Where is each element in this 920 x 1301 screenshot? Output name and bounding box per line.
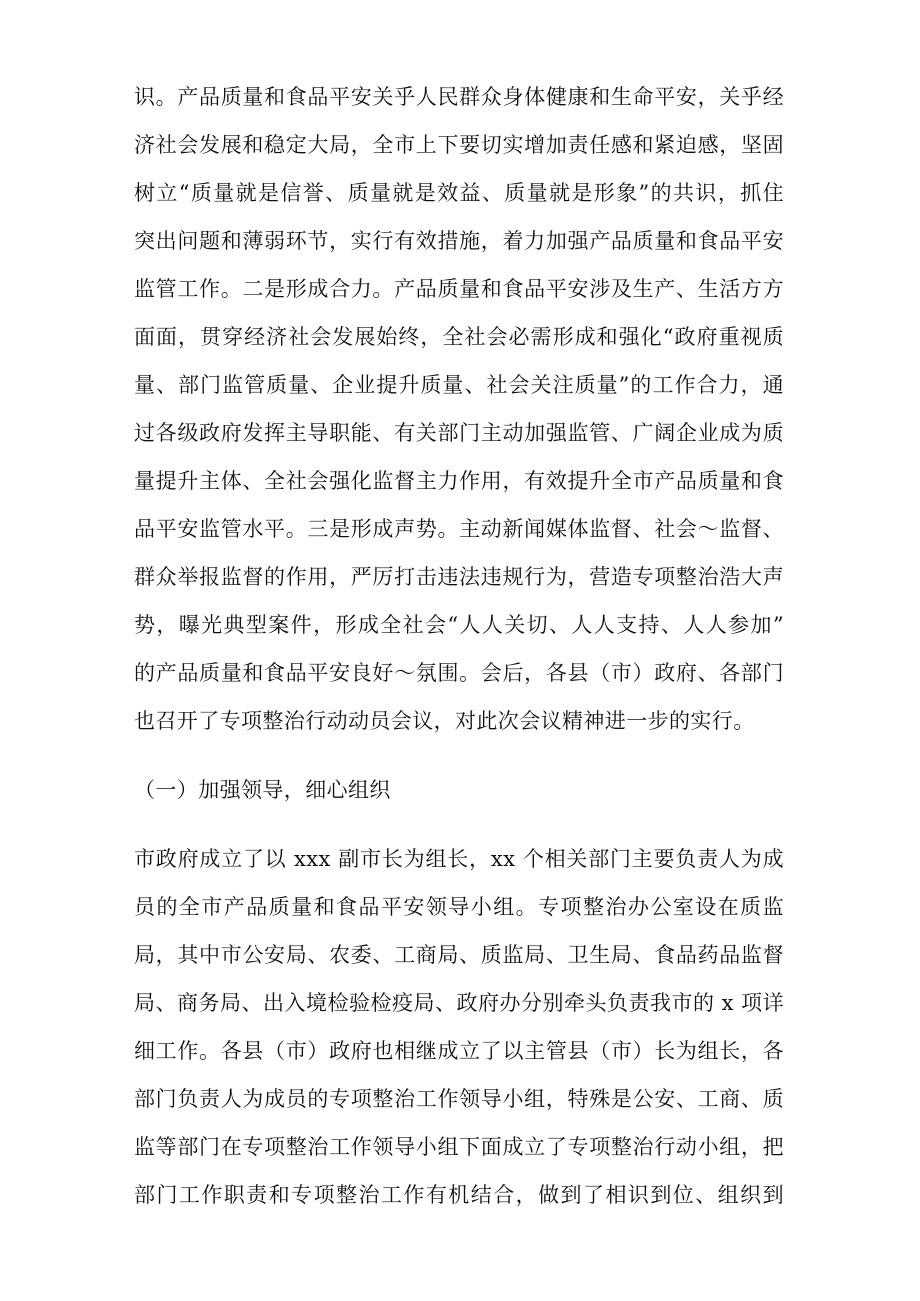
text-line: 群众举报监督的作用，严厉打击违法违规行为，营造专项整治浩大声 xyxy=(134,565,784,589)
text-line: 过各级政府发挥主导职能、有关部门主动加强监管、广阔企业成为质 xyxy=(134,421,784,445)
text-line: 部门工作职责和专项整治工作有机结合，做到了相识到位、组织到 xyxy=(134,1183,784,1207)
text-line: 的产品质量和食品平安良好～氛围。会后，各县（市）政府、各部门 xyxy=(134,661,784,685)
text-line: 细工作。各县（市）政府也相继成立了以主管县（市）长为组长，各 xyxy=(134,1039,784,1063)
text-line: 市政府成立了以 xxx 副市长为组长，xx 个相关部门主要负责人为成 xyxy=(134,847,784,871)
text-line: 监等部门在专项整治工作领导小组下面成立了专项整治行动小组，把 xyxy=(134,1135,784,1159)
text-line: 面面，贯穿经济社会发展始终，全社会必需形成和强化“政府重视质 xyxy=(134,325,784,349)
text-line: 局、商务局、出入境检验检疫局、政府办分别牵头负责我市的 x 项详 xyxy=(134,991,784,1015)
text-line: 也召开了专项整治行动动员会议，对此次会议精神进一步的实行。 xyxy=(134,709,755,733)
text-line: 突出问题和薄弱环节，实行有效措施，着力加强产品质量和食品平安 xyxy=(134,229,784,253)
text-line: 量提升主体、全社会强化监督主力作用，有效提升全市产品质量和食 xyxy=(134,469,784,493)
text-line: 品平安监管水平。三是形成声势。主动新闻媒体监督、社会～监督、 xyxy=(134,517,784,541)
text-line: 树立“质量就是信誉、质量就是效益、质量就是形象”的共识，抓住 xyxy=(134,181,784,205)
text-line: 监管工作。二是形成合力。产品质量和食品平安涉及生产、生活方方 xyxy=(134,277,784,301)
text-line: 局，其中市公安局、农委、工商局、质监局、卫生局、食品药品监督 xyxy=(134,943,784,967)
text-line: 员的全市产品质量和食品平安领导小组。专项整治办公室设在质监 xyxy=(134,895,784,919)
text-line: 济社会发展和稳定大局，全市上下要切实增加责任感和紧迫感，坚固 xyxy=(134,133,784,157)
section-heading: （一）加强领导，细心组织 xyxy=(134,778,391,802)
text-line: 部门负责人为成员的专项整治工作领导小组，特殊是公安、工商、质 xyxy=(134,1087,784,1111)
text-line: 识。产品质量和食品平安关乎人民群众身体健康和生命平安，关乎经 xyxy=(134,85,784,109)
text-line: 势，曝光典型案件，形成全社会“人人关切、人人支持、人人参加” xyxy=(134,613,784,637)
text-line: 量、部门监管质量、企业提升质量、社会关注质量”的工作合力，通 xyxy=(134,373,784,397)
